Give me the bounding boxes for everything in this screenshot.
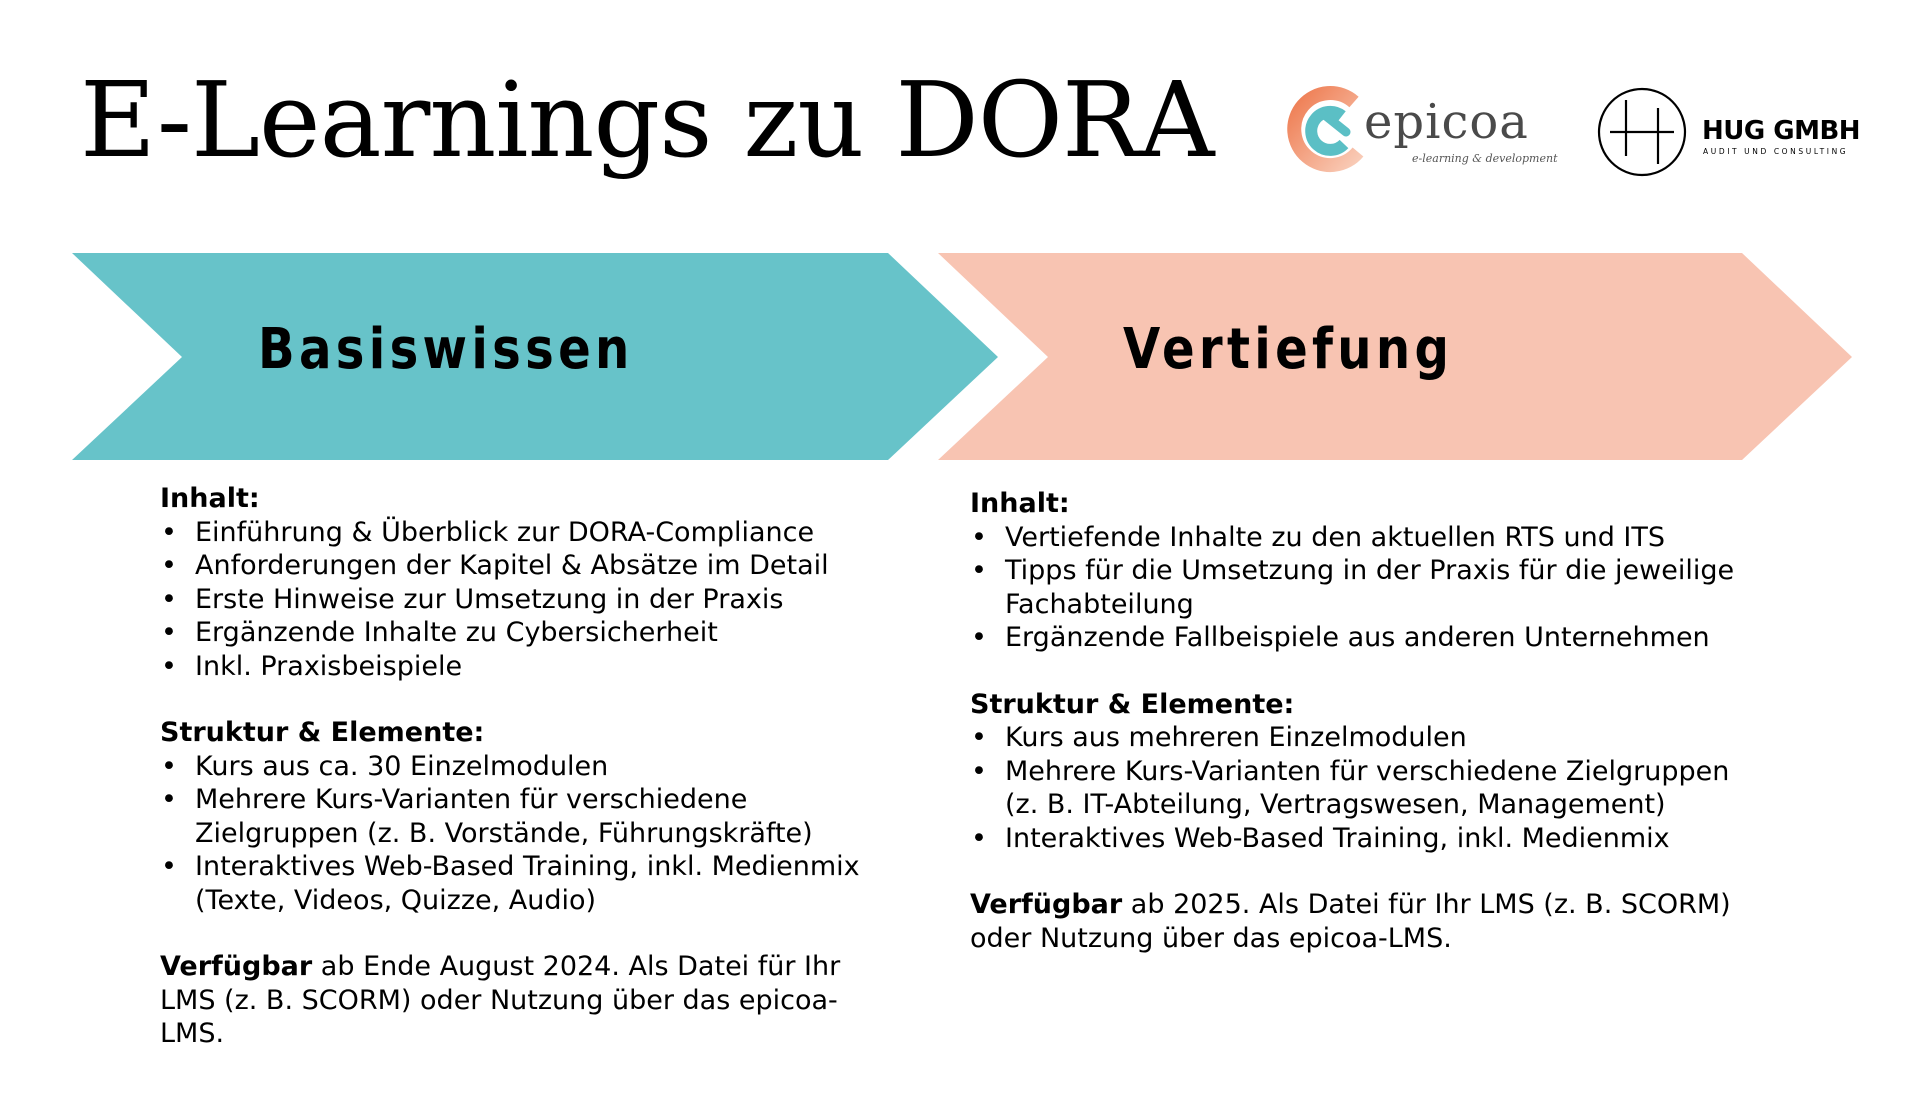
list-item: • Mehrere Kurs-Varianten für verschiedene Zielgruppen (z. B. Vorstände, Führungskräfte) — [160, 783, 890, 850]
availability-text — [970, 888, 1740, 955]
list-item: • Einführung & Überblick zur DORA-Compliance — [160, 516, 890, 550]
content-heading: Inhalt: — [160, 483, 260, 514]
list-item: • Mehrere Kurs-Varianten für verschiedene Zielgruppen (z. B. IT-Abteilung, Vertragswesen, Management) — [970, 755, 1740, 822]
vertiefung-column — [970, 487, 1740, 955]
list-item: • Kurs aus ca. 30 Einzelmodulen — [160, 750, 890, 784]
availability-detail: ab 2025. Als Datei für Ihr LMS (z. B. SCORM) oder Nutzung über das epicoa-LMS. — [970, 889, 1731, 954]
vertiefung-label: Vertiefung — [1123, 317, 1454, 382]
list-item: • Tipps für die Umsetzung in der Praxis für die jeweilige Fachabteilung — [970, 554, 1740, 621]
list-item: • Interaktives Web-Based Training, inkl. Medienmix (Texte, Videos, Quizze, Audio) — [160, 850, 890, 917]
availability-detail: ab Ende August 2024. Als Datei für Ihr LMS (z. B. SCORM) oder Nutzung über das epicoa-LMS. — [160, 951, 841, 1049]
chevron-banner — [0, 0, 1920, 470]
hug-tagline: AUDIT UND CONSULTING — [1703, 147, 1849, 156]
epicoa-wordmark: epicoa — [1364, 94, 1529, 150]
structure-list — [160, 750, 890, 918]
list-item: • Ergänzende Fallbeispiele aus anderen Unternehmen — [970, 621, 1740, 655]
list-item: • Erste Hinweise zur Umsetzung in der Praxis — [160, 583, 890, 617]
content-list — [160, 516, 890, 684]
content-list — [970, 521, 1740, 655]
hug-name: HUG GMBH — [1702, 116, 1861, 146]
basiswissen-column — [160, 482, 890, 1051]
basiswissen-label: Basiswissen — [258, 317, 634, 382]
list-item: • Anforderungen der Kapitel & Absätze im Detail — [160, 549, 890, 583]
availability-label: Verfügbar — [160, 951, 313, 982]
availability-label: Verfügbar — [970, 889, 1123, 920]
content-heading: Inhalt: — [970, 488, 1070, 519]
list-item: • Kurs aus mehreren Einzelmodulen — [970, 721, 1740, 755]
list-item: • Ergänzende Inhalte zu Cybersicherheit — [160, 616, 890, 650]
structure-heading: Struktur & Elemente: — [970, 688, 1295, 720]
page-title: E-Learnings zu DORA — [80, 59, 1214, 181]
list-item: • Inkl. Praxisbeispiele — [160, 650, 890, 684]
structure-list — [970, 721, 1740, 855]
epicoa-tagline: e-learning & development — [1412, 152, 1558, 165]
list-item: • Vertiefende Inhalte zu den aktuellen RTS und ITS — [970, 521, 1740, 555]
structure-heading: Struktur & Elemente: — [160, 717, 485, 748]
availability-text — [160, 950, 890, 1051]
list-item: • Interaktives Web-Based Training, inkl. Medienmix — [970, 822, 1740, 856]
